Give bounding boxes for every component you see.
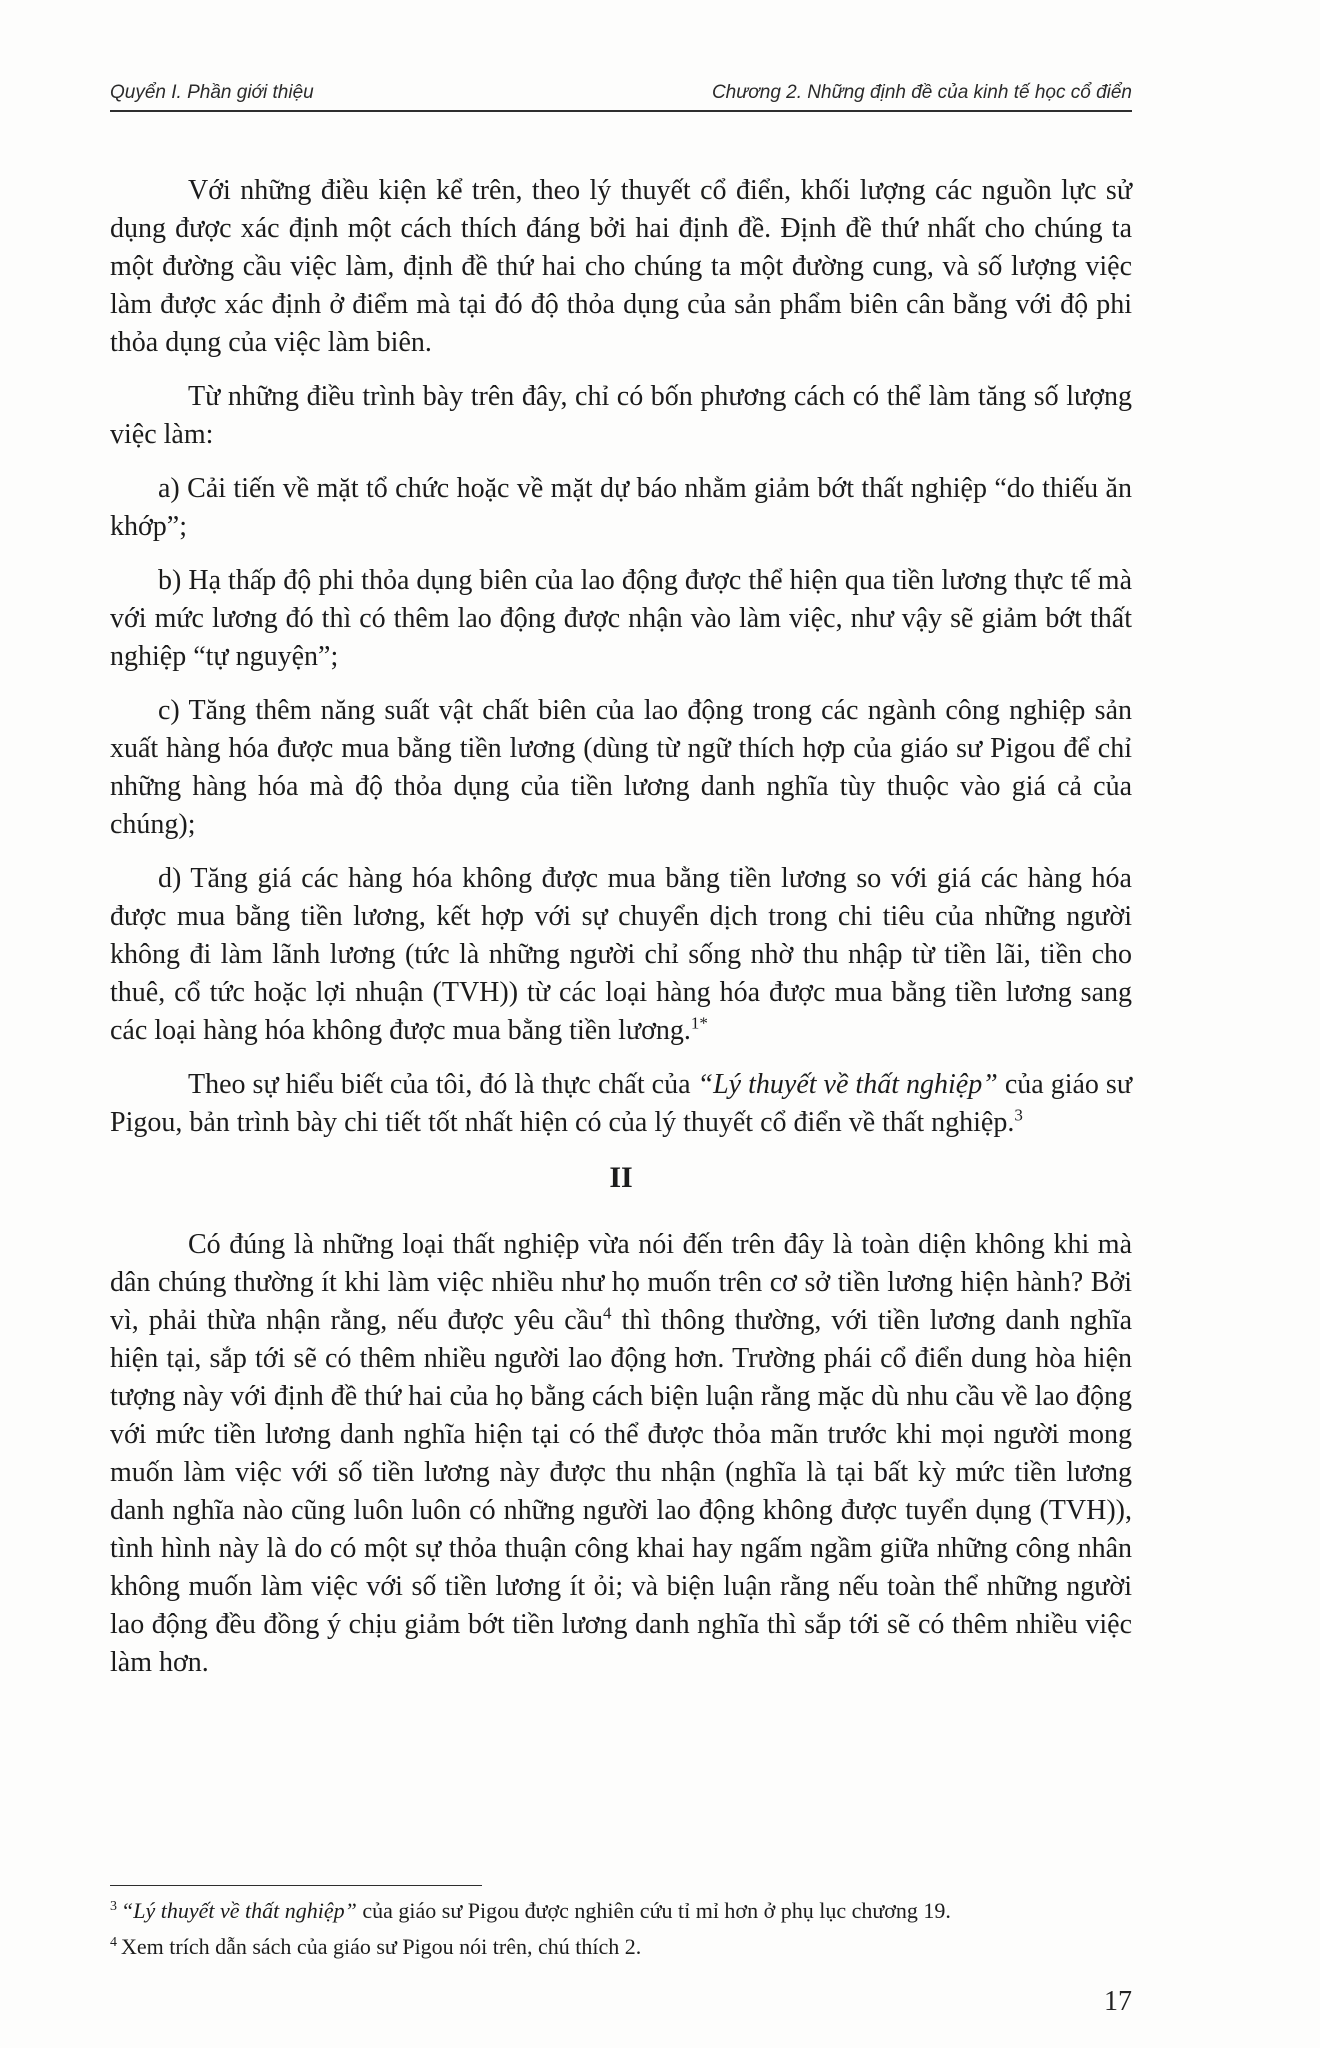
paragraph-unemployment-end: thì thông thường, với tiền lương danh nghĩa hiện tại, sắp tới sẽ có thêm nhiều người lao động hơn. Trường phái cổ điển dung hòa hiện tượng này với định đề thứ hai của họ bằng cách biện luận rằng mặc dù nhu cầu về lao động với mức tiền lương danh nghĩa hiện tại có thể được thỏa mãn trước khi mọi người mong muốn làm việc với số tiền lương này được thu nhận (nghĩa là tại bất kỳ mức tiền lương danh nghĩa nào cũng luôn luôn có những người lao động không được tuyển dụng (TVH)), tình hình này là do có một sự thỏa thuận công khai hay ngấm ngầm giữa những công nhân không muốn làm việc với số tiền lương ít ỏi; và biện luận rằng nếu toàn thể những người lao động đều đồng ý chịu giảm bớt tiền lương danh nghĩa thì sắp tới sẽ có thêm nhiều việc làm hơn. <box>110 1305 1132 1678</box>
footnote-ref-4: 4 <box>603 1303 612 1323</box>
paragraph-pigou-end: của giáo sư Pigou, bản trình bày chi tiết tốt nhất hiện có của lý thuyết cổ điển về thất nghiệp. <box>110 1069 1132 1138</box>
paragraph-four-methods: Từ những điều trình bày trên đây, chỉ có bốn phương cách có thể làm tăng số lượng việc làm: <box>110 381 1132 450</box>
header-divider <box>110 110 1132 112</box>
page-number: 17 <box>1104 1986 1132 2017</box>
footnotes <box>110 1896 1132 1968</box>
footnote-ref-3: 3 <box>1014 1105 1023 1125</box>
paragraph-pigou-title: “Lý thuyết về thất nghiệp” <box>697 1069 998 1100</box>
running-header <box>110 82 1132 112</box>
paragraph-pigou-theory <box>110 1066 1132 1142</box>
header-chapter-title: Chương 2. Những định đề của kinh tế học cổ điển <box>711 82 1132 103</box>
footnote-4 <box>110 1932 1132 1962</box>
list-item-a: a) Cải tiến về mặt tổ chức hoặc về mặt dự báo nhằm giảm bớt thất nghiệp “do thiếu ăn khớp”; <box>110 473 1132 542</box>
footnote-ref-1: 1* <box>690 1013 708 1033</box>
list-item-c: c) Tăng thêm năng suất vật chất biên của lao động trong các ngành công nghiệp sản xuất hàng hóa được mua bằng tiền lương (dùng từ ngữ thích hợp của giáo sư Pigou để chỉ những hàng hóa mà độ thỏa dụng của tiền lương danh nghĩa tùy thuộc vào giá cả của chúng); <box>110 695 1132 840</box>
footnote-4-mark: 4 <box>110 1934 117 1950</box>
footnote-4-text: Xem trích dẫn sách của giáo sư Pigou nói trên, chú thích 2. <box>121 1934 642 1959</box>
paragraph-conditions: Với những điều kiện kể trên, theo lý thuyết cổ điển, khối lượng các nguồn lực sử dụng được xác định một cách thích đáng bởi hai định đề. Định đề thứ nhất cho chúng ta một đường cầu việc làm, định đề thứ hai cho chúng ta một đường cung, và số lượng việc làm được xác định ở điểm mà tại đó độ thỏa dụng của sản phẩm biên cân bằng với độ phi thỏa dụng của việc làm biên. <box>110 175 1132 358</box>
footnote-3-title: “Lý thuyết về thất nghiệp” <box>121 1898 357 1923</box>
footnote-3-text: của giáo sư Pigou được nghiên cứu tỉ mỉ hơn ở phụ lục chương 19. <box>356 1898 951 1923</box>
section-heading: II <box>609 1161 633 1194</box>
paragraph-unemployment-start: Có đúng là những loại thất nghiệp vừa nói đến trên đây là toàn diện không khi mà dân chúng thường ít khi làm việc nhiều như họ muốn trên cơ sở tiền lương hiện hành? Bởi vì, phải thừa nhận rằng, nếu được yêu cầu <box>110 1229 1132 1336</box>
paragraph-unemployment-question <box>110 1226 1132 1682</box>
list-item-d <box>110 860 1132 1050</box>
list-item-b: b) Hạ thấp độ phi thỏa dụng biên của lao động được thể hiện qua tiền lương thực tế mà với mức lương đó thì có thêm lao động được nhận vào làm việc, như vậy sẽ giảm bớt thất nghiệp “tự nguyện”; <box>110 565 1132 672</box>
header-book-part: Quyển I. Phần giới thiệu <box>110 82 314 103</box>
footnote-3 <box>110 1896 1132 1926</box>
footnote-divider <box>110 1885 482 1886</box>
body-text <box>110 172 1132 1698</box>
paragraph-pigou-start: Theo sự hiểu biết của tôi, đó là thực chất của <box>188 1069 698 1100</box>
list-item-d-text: d) Tăng giá các hàng hóa không được mua bằng tiền lương so với giá các hàng hóa được mua bằng tiền lương, kết hợp với sự chuyển dịch trong chi tiêu của những người không đi làm lãnh lương (tức là những người chỉ sống nhờ thu nhập từ tiền lãi, tiền cho thuê, cổ tức hoặc lợi nhuận (TVH)) từ các loại hàng hóa được mua bằng tiền lương sang các loại hàng hóa không được mua bằng tiền lương. <box>110 863 1132 1046</box>
footnote-3-mark: 3 <box>110 1898 117 1914</box>
